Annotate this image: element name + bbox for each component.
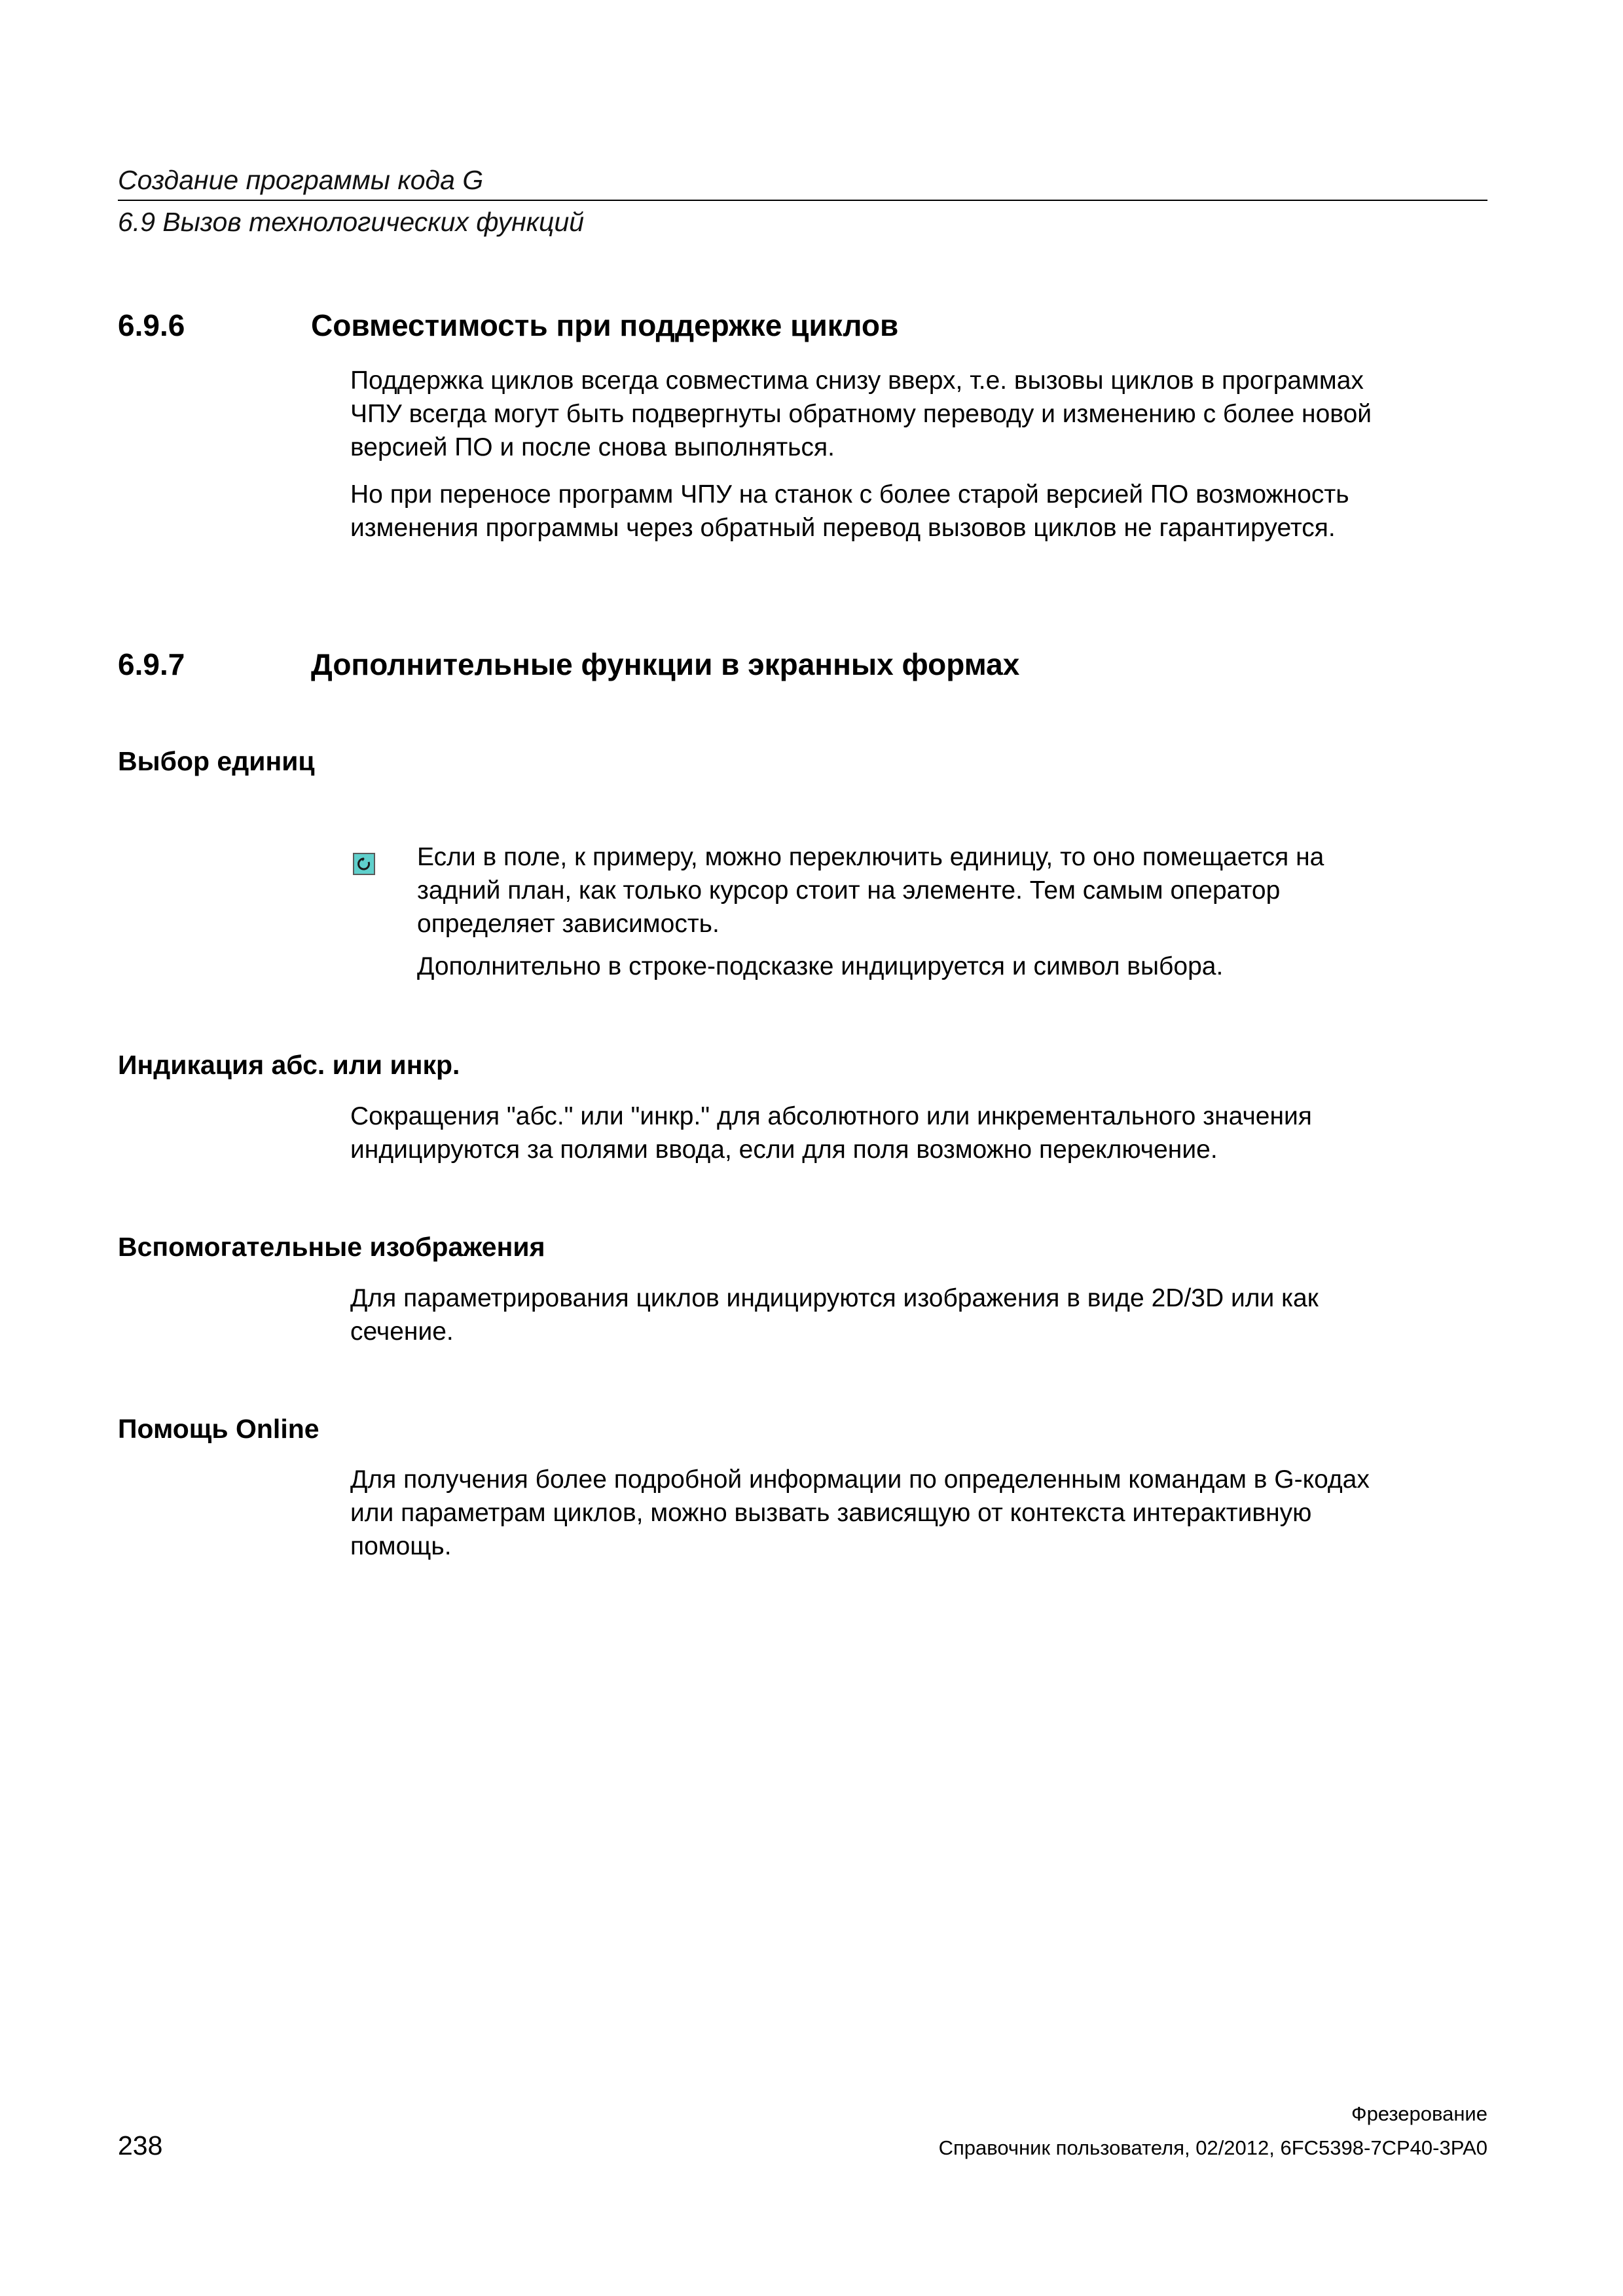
text-line: версией ПО и после снова выполняться. (350, 433, 835, 461)
unit-select-paragraph-2: Дополнительно в строке-подсказке индицируется и символ выбора. (417, 952, 1224, 980)
compat-paragraph-1 (350, 364, 1372, 464)
text-line: Для получения более подробной информации по определенным командам в G-кодах (350, 1465, 1370, 1494)
text-line: изменения программы через обратный перевод вызовов циклов не гарантируется. (350, 514, 1336, 542)
text-line: определяет зависимость. (417, 910, 720, 938)
text-line: Для параметрирования циклов индицируются изображения в виде 2D/3D или как (350, 1284, 1319, 1312)
footer-manual-title: Фрезерование (1351, 2102, 1487, 2125)
text-line: Но при переносе программ ЧПУ на станок с более старой версией ПО возможность (350, 480, 1349, 509)
section-number-697: 6.9.7 (118, 647, 185, 681)
subheading-unit-select: Выбор единиц (118, 746, 315, 776)
text-line: Сокращения "абс." или "инкр." для абсолютного или инкрементального значения (350, 1102, 1312, 1130)
text-line: Поддержка циклов всегда совместима снизу вверх, т.е. вызовы циклов в программах (350, 367, 1364, 395)
section-number-696: 6.9.6 (118, 308, 185, 342)
text-line: помощь. (350, 1532, 452, 1560)
subheading-help-images: Вспомогательные изображения (118, 1232, 545, 1262)
section-title-697: Дополнительные функции в экранных формах (311, 647, 1020, 681)
footer-manual-info: Справочник пользователя, 02/2012, 6FC5398-7CP40-3PA0 (938, 2136, 1487, 2159)
online-help-paragraph (350, 1463, 1370, 1563)
abs-inc-paragraph (350, 1100, 1312, 1166)
text-line: или параметрам циклов, можно вызвать зависящую от контекста интерактивную (350, 1499, 1312, 1527)
text-line: сечение. (350, 1318, 454, 1346)
compat-paragraph-2 (350, 478, 1349, 545)
running-header-section: 6.9 Вызов технологических функций (118, 207, 585, 237)
toggle-select-icon (353, 853, 375, 875)
text-line: индицируются за полями ввода, если для поля возможно переключение. (350, 1136, 1218, 1164)
text-line: Если в поле, к примеру, можно переключить единицу, то оно помещается на (417, 843, 1324, 871)
text-line: задний план, как только курсор стоит на элементе. Тем самым оператор (417, 876, 1281, 905)
text-line: ЧПУ всегда могут быть подвергнуты обратному переводу и изменению с более новой (350, 400, 1372, 428)
page-number: 238 (118, 2130, 163, 2161)
running-header-chapter: Создание программы кода G (118, 165, 484, 195)
subheading-online-help: Помощь Online (118, 1414, 319, 1444)
unit-select-paragraph-1 (417, 840, 1324, 941)
help-images-paragraph (350, 1282, 1319, 1348)
subheading-abs-inc: Индикация абс. или инкр. (118, 1050, 460, 1080)
section-title-696: Совместимость при поддержке циклов (311, 308, 899, 342)
header-divider (118, 200, 1487, 201)
